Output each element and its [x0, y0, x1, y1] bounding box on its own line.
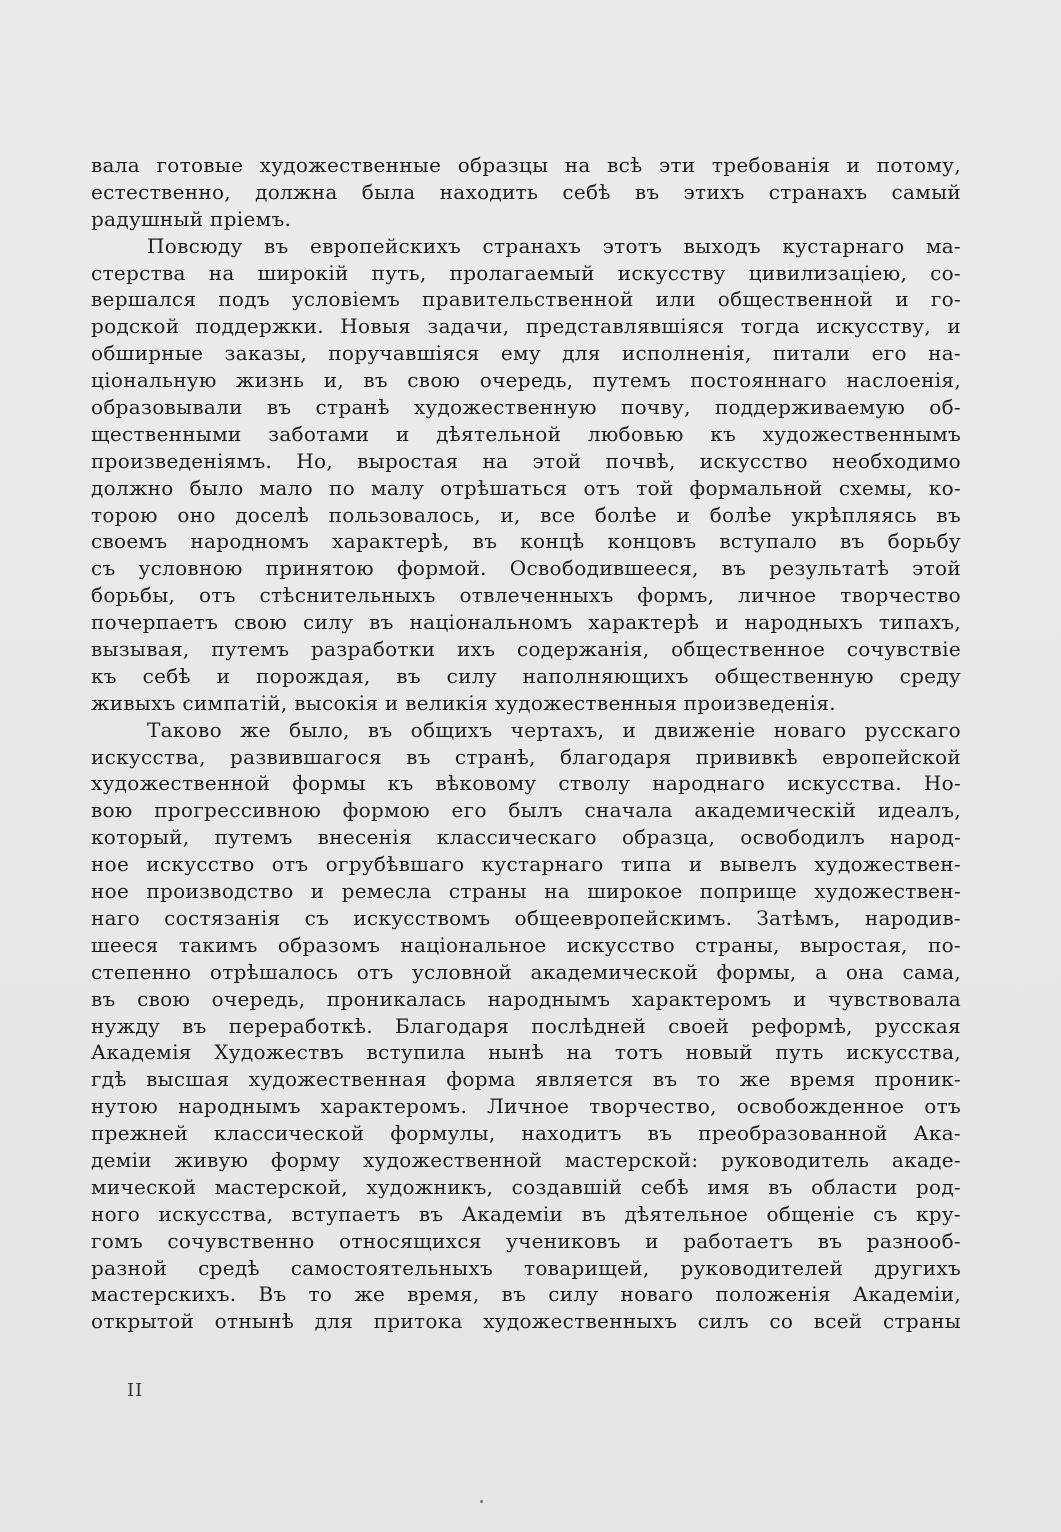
text-line: щественными заботами и дѣятельной любовью къ художественнымъ: [91, 421, 961, 446]
text-line: ного искусства, вступаетъ въ Академіи въ дѣятельное общеніе съ кру-: [91, 1201, 961, 1226]
scan-speck: [480, 1500, 483, 1503]
text-line: обширные заказы, поручавшіяся ему для исполненія, питали его на-: [91, 341, 961, 366]
text-line: живыхъ симпатій, высокія и великія художественныя произведенія.: [91, 690, 836, 715]
text-line: нужду въ переработкѣ. Благодаря послѣдней своей реформѣ, русская: [91, 1013, 961, 1038]
text-line: гомъ сочувственно относящихся учениковъ и работаетъ въ разнооб-: [91, 1228, 961, 1253]
text-line: ціональную жизнь и, въ свою очередь, путемъ постояннаго наслоенія,: [91, 368, 961, 393]
text-line: торою оно доселѣ пользовалось, и, все болѣе и болѣе укрѣпляясь въ: [91, 502, 961, 527]
text-line: деміи живую форму художественной мастерской: руководитель акаде-: [91, 1147, 961, 1172]
text-line: своемъ народномъ характерѣ, въ концѣ концовъ вступало въ борьбу: [91, 529, 961, 554]
text-line: борьбы, отъ стѣснительныхъ отвлеченныхъ формъ, личное творчество: [91, 583, 961, 608]
text-line: должно было мало по малу отрѣшаться отъ той формальной схемы, ко-: [91, 475, 961, 500]
text-line: Академія Художествъ вступила нынѣ на тотъ новый путь искусства,: [91, 1040, 961, 1065]
text-line: радушный пріемъ.: [91, 206, 292, 231]
text-line: съ условною принятою формой. Освободившееся, въ результатѣ этой: [91, 556, 961, 581]
text-line: Таково же было, въ общихъ чертахъ, и движеніе новаго русскаго: [147, 717, 961, 742]
text-line: вершался подъ условіемъ правительственной или общественной и го-: [91, 287, 961, 312]
text-line: мической мастерской, художникъ, создавшій себѣ имя въ области род-: [91, 1174, 961, 1199]
text-line: Повсюду въ европейскихъ странахъ этотъ выходъ кустарнаго ма-: [147, 233, 961, 258]
text-line: въ свою очередь, проникалась народнымъ характеромъ и чувствовала: [91, 986, 961, 1011]
text-line: стерства на широкій путь, пролагаемый искусству цивилизаціею, со-: [91, 260, 961, 285]
text-line: родской поддержки. Новыя задачи, представлявшіяся тогда искусству, и: [91, 314, 961, 339]
text-line: открытой отнынѣ для притока художественныхъ силъ со всей страны: [91, 1309, 961, 1334]
text-line: шееся такимъ образомъ національное искусство страны, выростая, по-: [91, 932, 961, 957]
text-line: который, путемъ внесенія классическаго образца, освободилъ народ-: [91, 825, 961, 850]
text-line: нутою народнымъ характеромъ. Личное творчество, освобожденное отъ: [91, 1094, 961, 1119]
body-text: [91, 152, 961, 1335]
text-line: мастерскихъ. Въ то же время, въ силу новаго положенія Академіи,: [91, 1282, 961, 1307]
text-line: вою прогрессивною формою его былъ сначала академическій идеалъ,: [91, 798, 961, 823]
text-line: наго состязанія съ искусствомъ общеевропейскимъ. Затѣмъ, народив-: [91, 905, 961, 930]
text-line: степенно отрѣшалось отъ условной академической формы, а она сама,: [91, 959, 961, 984]
page-number: II: [127, 1380, 144, 1401]
text-line: вала готовые художественные образцы на всѣ эти требованія и потому,: [91, 153, 961, 177]
text-line: ное производство и ремесла страны на широкое поприще художествен-: [91, 879, 961, 904]
text-line: художественной формы къ вѣковому стволу народнаго искусства. Но-: [91, 771, 961, 796]
text-line: ное искусство отъ огрубѣвшаго кустарнаго типа и вывелъ художествен-: [91, 852, 961, 877]
text-line: гдѣ высшая художественная форма является въ то же время проник-: [91, 1067, 961, 1092]
text-line: вызывая, путемъ разработки ихъ содержанія, общественное сочувствіе: [91, 637, 961, 662]
text-line: разной средѣ самостоятельныхъ товарищей, руководителей другихъ: [91, 1255, 961, 1280]
text-line: прежней классической формулы, находитъ въ преобразованной Ака-: [91, 1121, 961, 1146]
text-line: искусства, развившагося въ странѣ, благодаря прививкѣ европейской: [91, 744, 961, 769]
text-line: почерпаетъ свою силу въ національномъ характерѣ и народныхъ типахъ,: [91, 610, 961, 635]
text-line: естественно, должна была находить себѣ въ этихъ странахъ самый: [91, 179, 961, 204]
text-line: произведеніямъ. Но, выростая на этой почвѣ, искусство необходимо: [91, 448, 961, 473]
text-line: образовывали въ странѣ художественную почву, поддерживаемую об-: [91, 395, 961, 420]
text-line: къ себѣ и порождая, въ силу наполняющихъ общественную среду: [91, 663, 961, 688]
